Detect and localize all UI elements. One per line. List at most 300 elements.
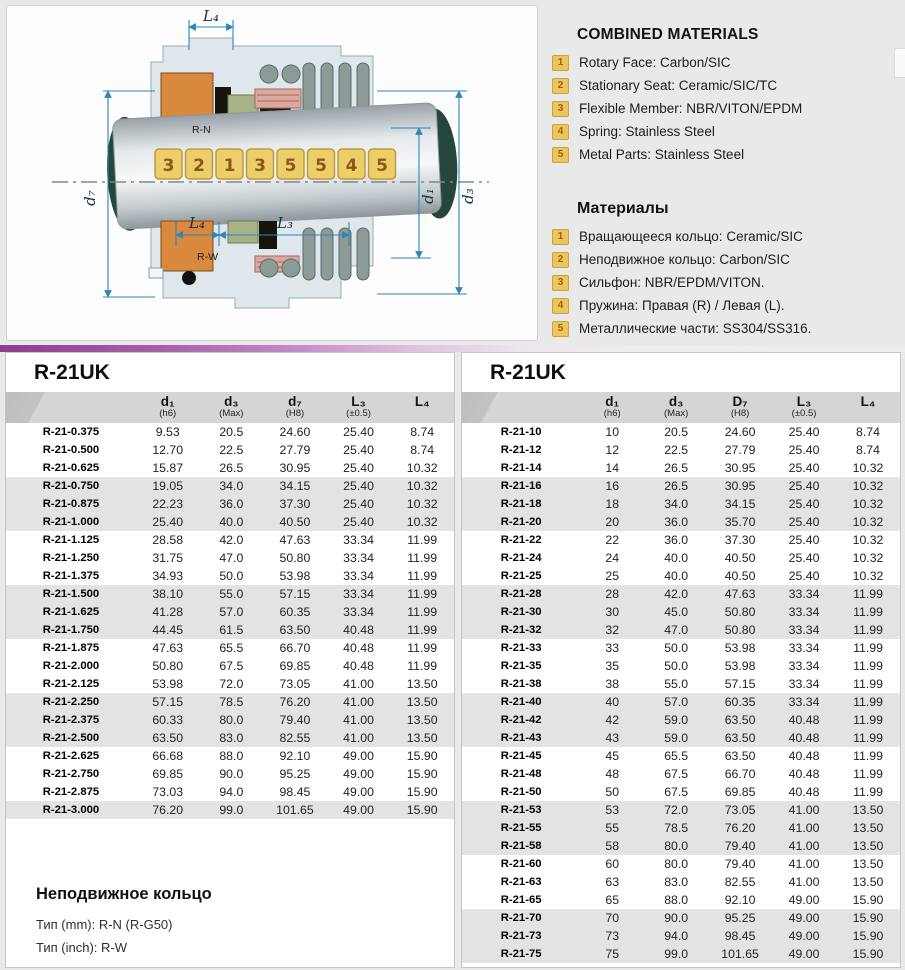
item-number-chip: 1 bbox=[552, 229, 569, 245]
value-cell: 8.74 bbox=[410, 425, 435, 439]
value-cell: 88.0 bbox=[219, 749, 244, 763]
model-cell: R-21-2.750 bbox=[42, 768, 100, 780]
value-cell: 63.50 bbox=[724, 731, 756, 745]
value-cell: 40 bbox=[605, 695, 620, 709]
balloon-number: 5 bbox=[284, 156, 297, 176]
value-cell: 15.90 bbox=[406, 767, 438, 781]
model-column-header bbox=[6, 392, 136, 423]
value-cell: 73.03 bbox=[152, 785, 184, 799]
value-cell: 57.15 bbox=[724, 677, 756, 691]
inch-size-table bbox=[6, 392, 454, 819]
stationary-seat-lower bbox=[228, 221, 258, 243]
model-cell: R-21-1.750 bbox=[42, 624, 100, 636]
value-cell: 10.32 bbox=[852, 497, 884, 511]
material-item-text: Spring: Stainless Steel bbox=[579, 124, 715, 139]
value-cell: 11.99 bbox=[853, 659, 883, 673]
value-cell: 25.40 bbox=[788, 461, 820, 475]
value-cell: 53 bbox=[605, 803, 620, 817]
material-item bbox=[552, 317, 900, 340]
table-row bbox=[6, 459, 454, 477]
value-cell: 45 bbox=[605, 749, 620, 763]
material-item bbox=[552, 248, 900, 271]
item-number-chip: 4 bbox=[552, 298, 569, 314]
value-cell: 30 bbox=[605, 605, 620, 619]
value-cell: 49.00 bbox=[788, 947, 820, 961]
value-cell: 27.79 bbox=[724, 443, 756, 457]
column-header: L₃ (±0.5) bbox=[327, 392, 391, 423]
value-cell: 37.30 bbox=[279, 497, 311, 511]
table-row bbox=[462, 657, 900, 675]
value-cell: 33.34 bbox=[788, 587, 820, 601]
value-cell: 78.5 bbox=[219, 695, 244, 709]
model-cell: R-21-58 bbox=[500, 840, 542, 852]
value-cell: 92.10 bbox=[279, 749, 311, 763]
value-cell: 27.79 bbox=[279, 443, 311, 457]
table-row bbox=[462, 675, 900, 693]
table-row bbox=[462, 459, 900, 477]
value-cell: 99.0 bbox=[219, 803, 244, 817]
value-cell: 22 bbox=[605, 533, 620, 547]
value-cell: 12.70 bbox=[152, 443, 184, 457]
value-cell: 57.15 bbox=[152, 695, 184, 709]
value-cell: 33.34 bbox=[343, 551, 374, 565]
table-row bbox=[462, 495, 900, 513]
table-row bbox=[462, 819, 900, 837]
value-cell: 53.98 bbox=[724, 641, 756, 655]
value-cell: 13.50 bbox=[852, 821, 884, 835]
table-row bbox=[462, 801, 900, 819]
item-number-chip: 3 bbox=[552, 275, 569, 291]
model-cell: R-21-10 bbox=[500, 426, 542, 438]
item-number-chip: 5 bbox=[552, 147, 569, 163]
rotary-face-lower bbox=[161, 221, 213, 271]
value-cell: 72.0 bbox=[219, 677, 244, 691]
value-cell: 25.40 bbox=[788, 497, 820, 511]
material-item-text: Неподвижное кольцо: Carbon/SIC bbox=[579, 252, 790, 267]
value-cell: 47.0 bbox=[219, 551, 244, 565]
table-row bbox=[6, 711, 454, 729]
value-cell: 10.32 bbox=[406, 515, 438, 529]
value-cell: 44.45 bbox=[152, 623, 184, 637]
value-cell: 41.00 bbox=[788, 875, 820, 889]
value-cell: 33.34 bbox=[788, 641, 820, 655]
column-header: D₇ (H8) bbox=[708, 392, 772, 423]
balloon-number: 3 bbox=[162, 156, 175, 176]
value-cell: 11.99 bbox=[853, 605, 883, 619]
model-cell: R-21-30 bbox=[500, 606, 542, 618]
value-cell: 33.34 bbox=[788, 605, 820, 619]
value-cell: 25.40 bbox=[788, 551, 820, 565]
value-cell: 10 bbox=[605, 425, 620, 439]
value-cell: 63.50 bbox=[279, 623, 311, 637]
value-cell: 80.0 bbox=[664, 839, 689, 853]
table-row bbox=[6, 549, 454, 567]
model-cell: R-21-40 bbox=[500, 696, 542, 708]
value-cell: 94.0 bbox=[664, 929, 689, 943]
material-item bbox=[552, 143, 900, 166]
value-cell: 10.32 bbox=[406, 461, 438, 475]
value-cell: 55 bbox=[605, 821, 620, 835]
value-cell: 40.0 bbox=[664, 551, 689, 565]
value-cell: 25.40 bbox=[343, 443, 374, 457]
value-cell: 40.50 bbox=[724, 551, 756, 565]
page-corner-tab bbox=[894, 48, 905, 78]
table-row bbox=[6, 693, 454, 711]
value-cell: 33.34 bbox=[788, 623, 820, 637]
value-cell: 41.28 bbox=[152, 605, 184, 619]
material-item-text: Rotary Face: Carbon/SIC bbox=[579, 55, 731, 70]
table-row bbox=[6, 513, 454, 531]
value-cell: 65.5 bbox=[664, 749, 689, 763]
value-cell: 66.68 bbox=[152, 749, 184, 763]
column-header: L₄ bbox=[390, 392, 454, 423]
value-cell: 41.00 bbox=[788, 839, 820, 853]
model-cell: R-21-53 bbox=[500, 804, 542, 816]
table-row bbox=[462, 855, 900, 873]
model-cell: R-21-18 bbox=[500, 498, 542, 510]
value-cell: 98.45 bbox=[279, 785, 311, 799]
value-cell: 45.0 bbox=[664, 605, 689, 619]
combined-materials-list bbox=[552, 51, 900, 166]
value-cell: 25.40 bbox=[343, 515, 374, 529]
value-cell: 59.0 bbox=[664, 731, 689, 745]
value-cell: 34.0 bbox=[219, 479, 244, 493]
value-cell: 25.40 bbox=[343, 425, 374, 439]
value-cell: 42 bbox=[605, 713, 620, 727]
value-cell: 78.5 bbox=[664, 821, 689, 835]
value-cell: 79.40 bbox=[724, 857, 756, 871]
value-cell: 61.5 bbox=[219, 623, 244, 637]
column-header: d₁ (h6) bbox=[136, 392, 200, 423]
value-cell: 57.15 bbox=[279, 587, 311, 601]
value-cell: 40.48 bbox=[788, 785, 820, 799]
value-cell: 49.00 bbox=[788, 911, 820, 925]
value-cell: 34.0 bbox=[664, 497, 689, 511]
model-cell: R-21-65 bbox=[500, 894, 542, 906]
value-cell: 49.00 bbox=[788, 929, 820, 943]
value-cell: 25.40 bbox=[788, 479, 820, 493]
model-cell: R-21-22 bbox=[500, 534, 542, 546]
value-cell: 50.0 bbox=[664, 659, 689, 673]
model-cell: R-21-2.625 bbox=[42, 750, 100, 762]
materials-ru-list bbox=[552, 225, 900, 340]
value-cell: 40.48 bbox=[788, 731, 820, 745]
table-row bbox=[6, 585, 454, 603]
balloon-number: 4 bbox=[345, 156, 358, 176]
material-item-text: Flexible Member: NBR/VITON/EPDM bbox=[579, 101, 803, 116]
value-cell: 73 bbox=[605, 929, 620, 943]
value-cell: 36.0 bbox=[664, 533, 689, 547]
value-cell: 65 bbox=[605, 893, 620, 907]
table-row bbox=[6, 765, 454, 783]
value-cell: 30.95 bbox=[724, 479, 756, 493]
value-cell: 38 bbox=[605, 677, 620, 691]
balloon-number: 5 bbox=[376, 156, 388, 176]
value-cell: 20.5 bbox=[664, 425, 689, 439]
table-row bbox=[462, 765, 900, 783]
model-cell: R-21-48 bbox=[500, 768, 542, 780]
value-cell: 28 bbox=[605, 587, 620, 601]
value-cell: 22.5 bbox=[219, 443, 244, 457]
value-cell: 40.48 bbox=[343, 659, 374, 673]
gasket-upper bbox=[255, 89, 301, 108]
value-cell: 9.53 bbox=[155, 425, 180, 439]
metric-size-table bbox=[462, 392, 900, 963]
table-row bbox=[6, 675, 454, 693]
value-cell: 38.10 bbox=[152, 587, 184, 601]
value-cell: 11.99 bbox=[407, 533, 438, 547]
value-cell: 12 bbox=[605, 443, 620, 457]
stationary-seat-note bbox=[36, 885, 454, 959]
value-cell: 63.50 bbox=[152, 731, 184, 745]
model-cell: R-21-16 bbox=[500, 480, 542, 492]
value-cell: 40.48 bbox=[788, 749, 820, 763]
value-cell: 79.40 bbox=[724, 839, 756, 853]
value-cell: 13.50 bbox=[852, 803, 884, 817]
table-row bbox=[462, 567, 900, 585]
table-row bbox=[6, 801, 454, 819]
value-cell: 11.99 bbox=[853, 623, 883, 637]
value-cell: 42.0 bbox=[664, 587, 689, 601]
value-cell: 63.50 bbox=[724, 713, 756, 727]
value-cell: 83.0 bbox=[664, 875, 689, 889]
value-cell: 16 bbox=[605, 479, 620, 493]
value-cell: 33.34 bbox=[343, 569, 374, 583]
value-cell: 33.34 bbox=[343, 605, 374, 619]
value-cell: 28.58 bbox=[152, 533, 184, 547]
value-cell: 25.40 bbox=[788, 533, 820, 547]
material-item-text: Пружина: Правая (R) / Левая (L). bbox=[579, 298, 785, 313]
value-cell: 50.80 bbox=[279, 551, 311, 565]
value-cell: 40.48 bbox=[788, 713, 820, 727]
value-cell: 35 bbox=[605, 659, 620, 673]
dim-label-d7: d₇ bbox=[81, 190, 99, 206]
material-item bbox=[552, 294, 900, 317]
item-number-chip: 2 bbox=[552, 78, 569, 94]
column-header: d₇ (H8) bbox=[263, 392, 327, 423]
value-cell: 10.32 bbox=[852, 461, 884, 475]
value-cell: 40.48 bbox=[788, 767, 820, 781]
value-cell: 47.63 bbox=[152, 641, 184, 655]
value-cell: 40.0 bbox=[664, 569, 689, 583]
value-cell: 47.63 bbox=[724, 587, 756, 601]
value-cell: 98.45 bbox=[724, 929, 756, 943]
value-cell: 66.70 bbox=[724, 767, 756, 781]
value-cell: 49.00 bbox=[788, 893, 820, 907]
balloon-number: 3 bbox=[254, 156, 266, 176]
label-rn: R-N bbox=[192, 124, 211, 136]
value-cell: 31.75 bbox=[152, 551, 184, 565]
value-cell: 47.0 bbox=[664, 623, 689, 637]
model-cell: R-21-50 bbox=[500, 786, 542, 798]
value-cell: 48 bbox=[605, 767, 620, 781]
value-cell: 40.50 bbox=[279, 515, 311, 529]
value-cell: 15.90 bbox=[406, 749, 438, 763]
value-cell: 11.99 bbox=[853, 731, 883, 745]
value-cell: 94.0 bbox=[219, 785, 244, 799]
item-number-chip: 2 bbox=[552, 252, 569, 268]
item-number-chip: 1 bbox=[552, 55, 569, 71]
value-cell: 30.95 bbox=[279, 461, 311, 475]
model-cell: R-21-2.250 bbox=[42, 696, 100, 708]
model-cell: R-21-75 bbox=[500, 948, 542, 960]
value-cell: 10.32 bbox=[406, 479, 438, 493]
value-cell: 10.32 bbox=[852, 551, 884, 565]
table-row bbox=[6, 657, 454, 675]
value-cell: 11.99 bbox=[407, 605, 438, 619]
value-cell: 15.90 bbox=[852, 947, 884, 961]
value-cell: 60 bbox=[605, 857, 620, 871]
value-cell: 40.50 bbox=[724, 569, 756, 583]
value-cell: 76.20 bbox=[279, 695, 311, 709]
value-cell: 22.23 bbox=[152, 497, 184, 511]
value-cell: 15.90 bbox=[852, 911, 884, 925]
value-cell: 50.80 bbox=[152, 659, 184, 673]
value-cell: 11.99 bbox=[407, 551, 438, 565]
value-cell: 33.34 bbox=[343, 587, 374, 601]
value-cell: 73.05 bbox=[724, 803, 756, 817]
value-cell: 73.05 bbox=[279, 677, 311, 691]
column-header: d₁ (h6) bbox=[580, 392, 644, 423]
model-cell: R-21-55 bbox=[500, 822, 542, 834]
column-header: L₄ bbox=[836, 392, 900, 423]
table-row bbox=[6, 729, 454, 747]
value-cell: 37.30 bbox=[724, 533, 756, 547]
value-cell: 25.40 bbox=[788, 425, 820, 439]
value-cell: 41.00 bbox=[343, 695, 374, 709]
material-item bbox=[552, 74, 900, 97]
table-row bbox=[462, 891, 900, 909]
model-cell: R-21-1.500 bbox=[42, 588, 100, 600]
table-row bbox=[462, 531, 900, 549]
model-cell: R-21-1.250 bbox=[42, 552, 100, 564]
value-cell: 57.0 bbox=[219, 605, 244, 619]
materials-ru-title: Материалы bbox=[577, 200, 669, 217]
value-cell: 11.99 bbox=[407, 587, 438, 601]
material-item bbox=[552, 271, 900, 294]
table-row bbox=[462, 909, 900, 927]
item-number-chip: 3 bbox=[552, 101, 569, 117]
value-cell: 83.0 bbox=[219, 731, 244, 745]
material-item bbox=[552, 51, 900, 74]
table-row bbox=[6, 603, 454, 621]
note-title: Неподвижное кольцо bbox=[36, 885, 212, 903]
value-cell: 33 bbox=[605, 641, 620, 655]
value-cell: 95.25 bbox=[724, 911, 756, 925]
value-cell: 13.50 bbox=[406, 731, 438, 745]
model-cell: R-21-2.375 bbox=[42, 714, 100, 726]
table-row bbox=[462, 945, 900, 963]
material-item-text: Вращающееся кольцо: Ceramic/SIC bbox=[579, 229, 803, 244]
inch-size-table-panel bbox=[5, 352, 455, 968]
model-cell: R-21-1.125 bbox=[42, 534, 100, 546]
label-rw: R-W bbox=[197, 251, 218, 263]
value-cell: 15.90 bbox=[852, 893, 884, 907]
value-cell: 41.00 bbox=[788, 821, 820, 835]
column-header: d₃ (Max) bbox=[644, 392, 708, 423]
balloon-number: 2 bbox=[193, 156, 205, 176]
value-cell: 49.00 bbox=[343, 749, 374, 763]
value-cell: 55.0 bbox=[219, 587, 244, 601]
combined-materials-title: COMBINED MATERIALS bbox=[577, 26, 759, 43]
value-cell: 35.70 bbox=[724, 515, 756, 529]
bolt-lower bbox=[149, 268, 163, 278]
value-cell: 10.32 bbox=[852, 533, 884, 547]
model-cell: R-21-0.750 bbox=[42, 480, 100, 492]
note-line-inch: Тип (inch): R-W bbox=[36, 940, 127, 955]
value-cell: 15.87 bbox=[152, 461, 184, 475]
value-cell: 11.99 bbox=[407, 569, 438, 583]
table-row bbox=[462, 783, 900, 801]
model-cell: R-21-38 bbox=[500, 678, 542, 690]
value-cell: 33.34 bbox=[788, 659, 820, 673]
value-cell: 11.99 bbox=[853, 767, 883, 781]
model-cell: R-21-1.625 bbox=[42, 606, 100, 618]
model-cell: R-21-2.000 bbox=[42, 660, 100, 672]
model-cell: R-21-1.875 bbox=[42, 642, 100, 654]
value-cell: 13.50 bbox=[406, 695, 438, 709]
table-row bbox=[462, 711, 900, 729]
table-row bbox=[462, 729, 900, 747]
table-row bbox=[462, 621, 900, 639]
table-row bbox=[462, 747, 900, 765]
value-cell: 75 bbox=[605, 947, 620, 961]
oring-lower bbox=[182, 271, 196, 285]
value-cell: 34.15 bbox=[279, 479, 311, 493]
value-cell: 25.40 bbox=[343, 497, 374, 511]
value-cell: 63.50 bbox=[724, 749, 756, 763]
value-cell: 69.85 bbox=[279, 659, 311, 673]
dim-label-d1: d₁ bbox=[419, 188, 437, 204]
value-cell: 79.40 bbox=[279, 713, 311, 727]
table-row bbox=[6, 747, 454, 765]
value-cell: 49.00 bbox=[343, 767, 374, 781]
table-row bbox=[6, 495, 454, 513]
material-item-text: Металлические части: SS304/SS316. bbox=[579, 321, 812, 336]
table-row bbox=[6, 477, 454, 495]
value-cell: 49.00 bbox=[343, 785, 374, 799]
value-cell: 69.85 bbox=[152, 767, 184, 781]
model-cell: R-21-35 bbox=[500, 660, 542, 672]
model-cell: R-21-33 bbox=[500, 642, 542, 654]
right-table-title: R-21UK bbox=[490, 361, 566, 384]
value-cell: 72.0 bbox=[664, 803, 689, 817]
table-row bbox=[462, 513, 900, 531]
value-cell: 41.00 bbox=[788, 857, 820, 871]
model-cell: R-21-14 bbox=[500, 462, 542, 474]
value-cell: 40.48 bbox=[343, 641, 374, 655]
value-cell: 36.0 bbox=[219, 497, 244, 511]
value-cell: 11.99 bbox=[407, 659, 438, 673]
value-cell: 8.74 bbox=[410, 443, 435, 457]
value-cell: 24.60 bbox=[279, 425, 311, 439]
value-cell: 80.0 bbox=[219, 713, 244, 727]
column-header: d₃ (Max) bbox=[200, 392, 264, 423]
model-column-header bbox=[462, 392, 580, 423]
model-cell: R-21-20 bbox=[500, 516, 542, 528]
model-cell: R-21-1.375 bbox=[42, 570, 100, 582]
model-cell: R-21-73 bbox=[500, 930, 542, 942]
item-number-chip: 4 bbox=[552, 124, 569, 140]
value-cell: 24 bbox=[605, 551, 620, 565]
value-cell: 25.40 bbox=[788, 515, 820, 529]
value-cell: 32 bbox=[605, 623, 620, 637]
value-cell: 25.40 bbox=[152, 515, 184, 529]
value-cell: 11.99 bbox=[407, 641, 438, 655]
value-cell: 59.0 bbox=[664, 713, 689, 727]
model-cell: R-21-0.500 bbox=[42, 444, 100, 456]
table-row bbox=[6, 567, 454, 585]
